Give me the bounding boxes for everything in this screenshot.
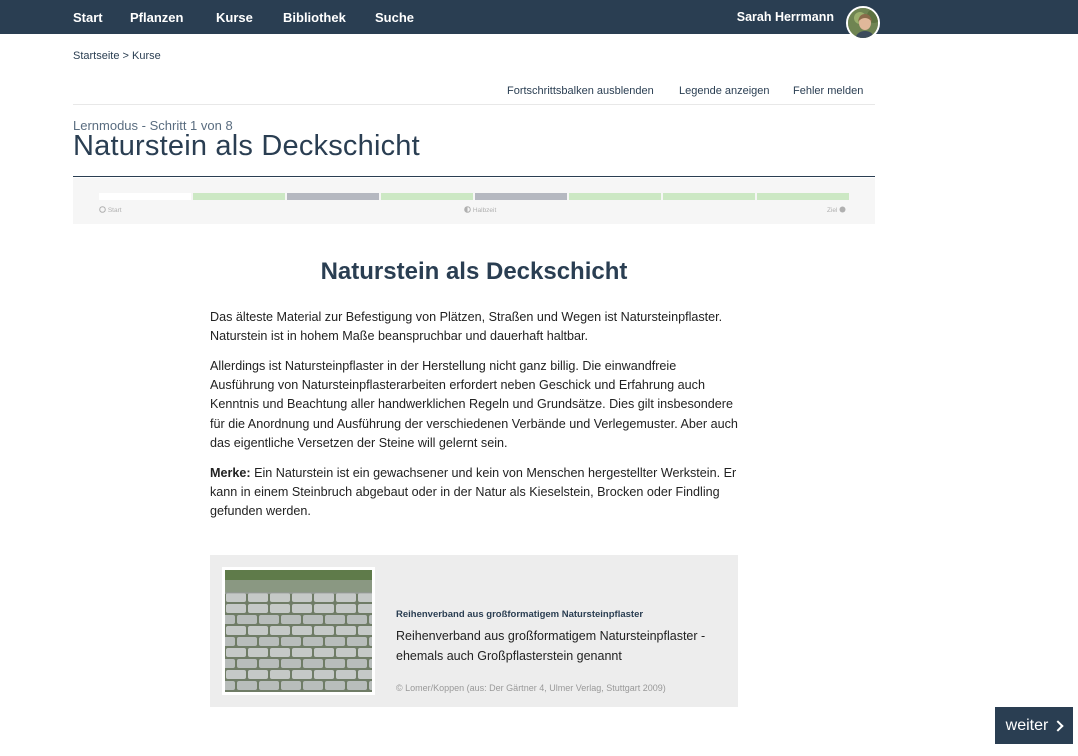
mode-label: Lernmodus - Schritt 1 von 8 (73, 118, 233, 133)
breadcrumb-home[interactable]: Startseite (73, 50, 120, 62)
breadcrumb-current[interactable]: Kurse (132, 50, 161, 62)
content-paragraph-2: Allerdings ist Natursteinpflaster in der Herstellung nicht ganz billig. Die einwandfreie Ausführung von Natursteinpflasterarbeiten erfordert neben Geschick und Erfahrung auch Kenntnis und Beachtung aller handwerklichen Regeln und Grundsätze. Dies gilt insbesondere für die Anordnung und Ausführung der verschiedenen Verbände und Verlegemuster. Aber auch das eigentliche Versetzen der Steine will gelernt sein. (210, 359, 738, 450)
progress-segment-6[interactable] (569, 193, 661, 200)
top-navigation (0, 0, 1078, 34)
hide-progress-link[interactable]: Fortschrittsbalken ausblenden (507, 85, 654, 97)
note-label: Merke: (210, 466, 251, 480)
show-legend-link[interactable]: Legende anzeigen (679, 85, 770, 97)
progress-segment-5[interactable] (475, 193, 567, 200)
progress-panel (73, 178, 875, 224)
progress-label-start: Start (99, 206, 122, 214)
nav-item-start[interactable]: Start (73, 10, 103, 25)
content-note (210, 464, 740, 522)
page-title: Naturstein als Deckschicht (73, 130, 420, 162)
next-button-label: weiter (1005, 716, 1049, 734)
figure-heading: Reihenverband aus großformatigem Natursteinpflaster (396, 609, 644, 620)
progress-segment-1[interactable] (99, 193, 191, 200)
progress-bar (99, 193, 849, 200)
circle-outline-icon (99, 206, 106, 213)
note-text: Ein Naturstein ist ein gewachsener und kein von Menschen hergestellter Werkstein. Er kann in einem Steinbruch abgebaut oder in der Natur als Kieselstein, Brocken oder Findling gefunden werden. (210, 466, 737, 519)
avatar-photo-icon (848, 8, 880, 40)
figure-caption: Reihenverband aus großformatigem Natursteinpflaster - ehemals auch Großpflasterstein genannt (396, 629, 706, 663)
progress-label-goal: Ziel (827, 206, 846, 214)
next-button[interactable] (995, 707, 1073, 744)
title-divider (73, 176, 875, 177)
breadcrumb-separator: > (122, 50, 129, 62)
nav-item-suche[interactable]: Suche (375, 10, 415, 25)
progress-segment-7[interactable] (663, 193, 755, 200)
toolbar-divider (73, 104, 875, 105)
content-title: Naturstein als Deckschicht (320, 258, 628, 285)
user-name[interactable]: Sarah Herrmann (736, 10, 834, 24)
nav-item-pflanzen[interactable]: Pflanzen (130, 10, 184, 25)
half-circle-icon (464, 206, 471, 213)
nav-item-bibliothek[interactable]: Bibliothek (283, 10, 346, 25)
avatar[interactable] (846, 6, 880, 40)
figure-image[interactable] (222, 567, 375, 695)
figure-box (210, 555, 738, 707)
nav-item-kurse[interactable]: Kurse (216, 10, 253, 25)
breadcrumb (73, 50, 161, 62)
content-paragraph-1: Das älteste Material zur Befestigung von Plätzen, Straßen und Wegen ist Natursteinpflaster. Naturstein ist in hohem Maße beanspruchbar und dauerhaft haltbar. (210, 310, 723, 344)
cobblestone-photo-icon (225, 570, 372, 692)
chevron-right-icon (1053, 720, 1064, 731)
progress-segment-8[interactable] (757, 193, 849, 200)
progress-segment-3[interactable] (287, 193, 379, 200)
progress-segment-4[interactable] (381, 193, 473, 200)
report-error-link[interactable]: Fehler melden (793, 85, 864, 97)
circle-filled-icon (839, 206, 846, 213)
figure-credit: © Lomer/Koppen (aus: Der Gärtner 4, Ulmer Verlag, Stuttgart 2009) (396, 683, 666, 693)
progress-segment-2[interactable] (193, 193, 285, 200)
progress-label-half: Halbzeit (464, 206, 496, 214)
